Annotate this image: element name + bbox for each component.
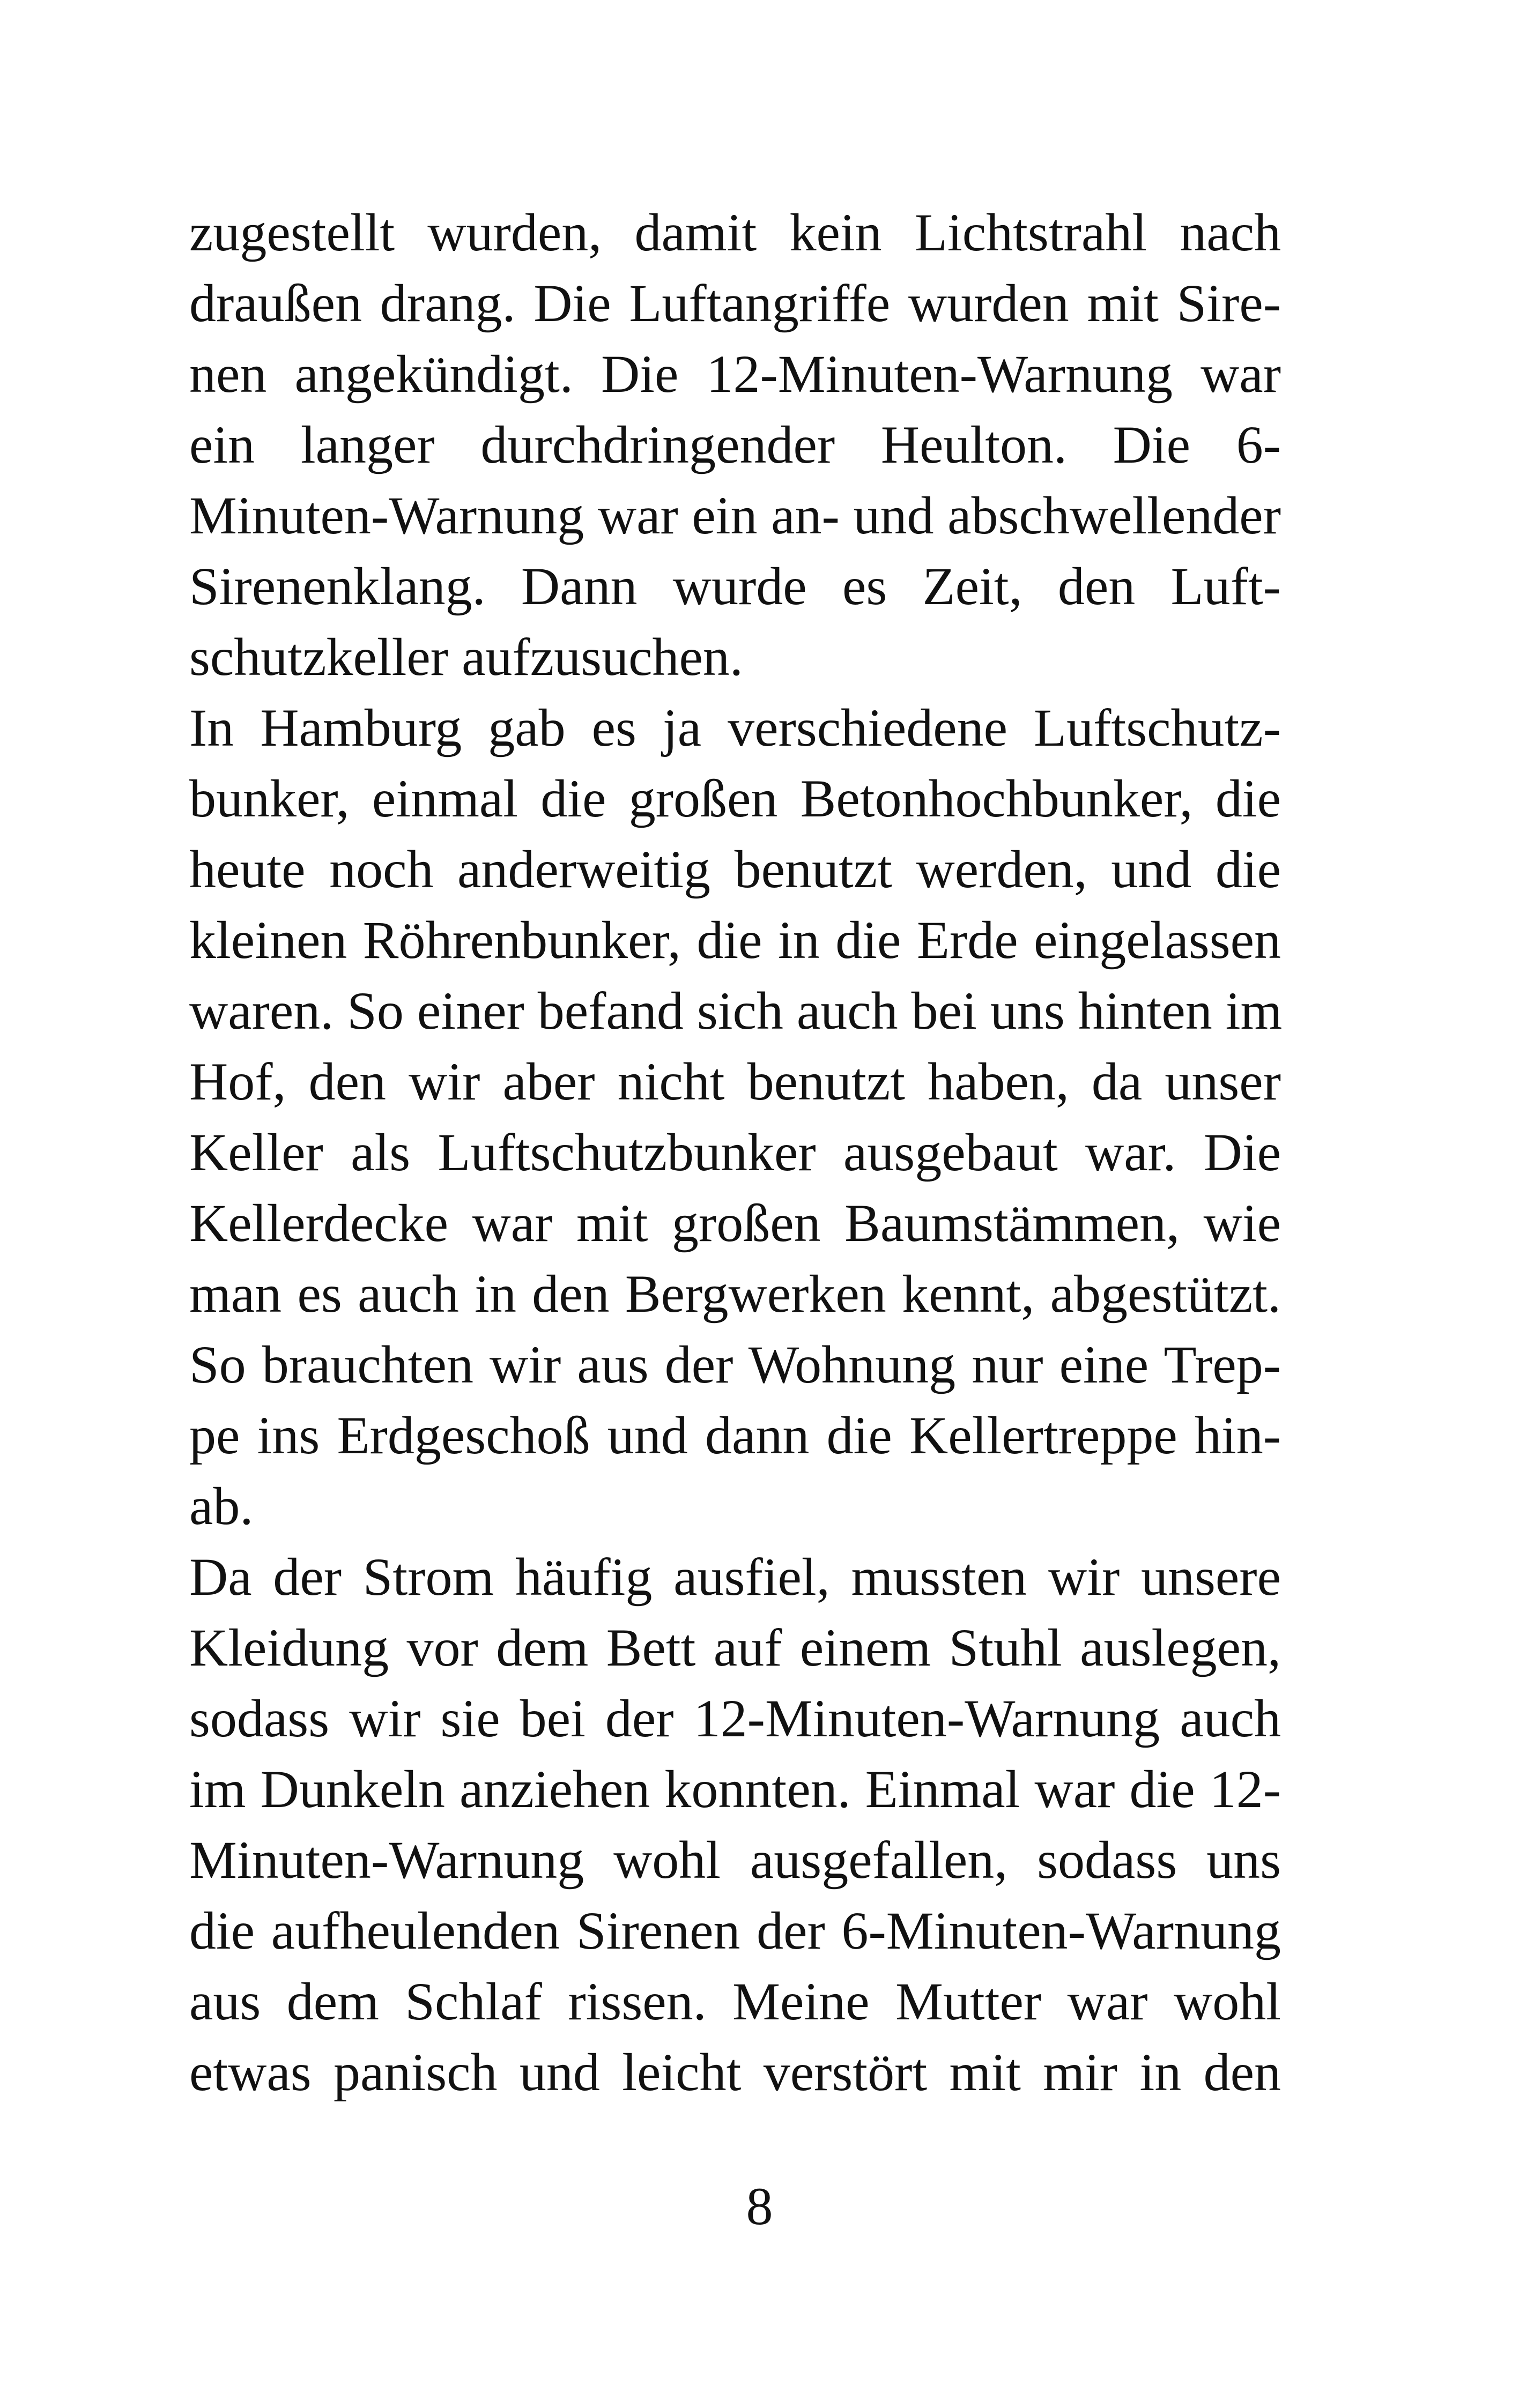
text-line: etwas panisch und leicht verstört mit mir in den — [189, 2042, 1281, 2102]
body-text — [189, 197, 1281, 2108]
text-line: kleinen Röhrenbunker, die in die Erde eingelassen — [189, 910, 1281, 970]
text-line: ein langer durchdringender Heulton. Die 6- — [189, 415, 1281, 474]
text-line: Da der Strom häufig ausfiel, mussten wir unsere — [189, 1547, 1281, 1607]
text-line: draußen drang. Die Luftangriffe wurden mit Sire- — [189, 273, 1281, 333]
text-line: heute noch anderweitig benutzt werden, und die — [189, 839, 1281, 899]
text-line: waren. So einer befand sich auch bei uns hinten im — [189, 981, 1283, 1041]
text-line: Sirenenklang. Dann wurde es Zeit, den Luft- — [189, 556, 1281, 616]
text-line: Kellerdecke war mit großen Baumstämmen, wie — [189, 1193, 1281, 1253]
text-line: In Hamburg gab es ja verschiedene Luftschutz- — [189, 698, 1281, 757]
text-line: sodass wir sie bei der 12-Minuten-Warnung auch — [189, 1689, 1281, 1748]
text-line: zugestellt wurden, damit kein Lichtstrahl nach — [189, 203, 1281, 262]
text-line: Keller als Luftschutzbunker ausgebaut war. Die — [189, 1123, 1281, 1182]
text-line: Kleidung vor dem Bett auf einem Stuhl auslegen, — [189, 1618, 1281, 1677]
text-line: Minuten-Warnung war ein an- und abschwellender — [189, 486, 1281, 545]
text-line: schutzkeller aufzusuchen. — [189, 627, 743, 687]
text-line: bunker, einmal die großen Betonhochbunker, die — [189, 769, 1281, 828]
text-line: man es auch in den Bergwerken kennt, abgestützt. — [189, 1264, 1281, 1324]
text-line: die aufheulenden Sirenen der 6-Minuten-Warnung — [189, 1901, 1281, 1960]
text-line: im Dunkeln anziehen konnten. Einmal war die 12- — [189, 1759, 1281, 1819]
text-line: nen angekündigt. Die 12-Minuten-Warnung war — [189, 344, 1281, 404]
text-line: aus dem Schlaf rissen. Meine Mutter war wohl — [189, 1972, 1281, 2031]
text-line: So brauchten wir aus der Wohnung nur eine Trep- — [189, 1335, 1281, 1394]
text-line: ab. — [189, 1476, 254, 1536]
text-line: pe ins Erdgeschoß und dann die Kellertreppe hin- — [189, 1406, 1281, 1465]
page-number: 8 — [746, 2176, 773, 2236]
text-line: Hof, den wir aber nicht benutzt haben, da unser — [189, 1052, 1281, 1111]
text-line: Minuten-Warnung wohl ausgefallen, sodass uns — [189, 1830, 1281, 1890]
